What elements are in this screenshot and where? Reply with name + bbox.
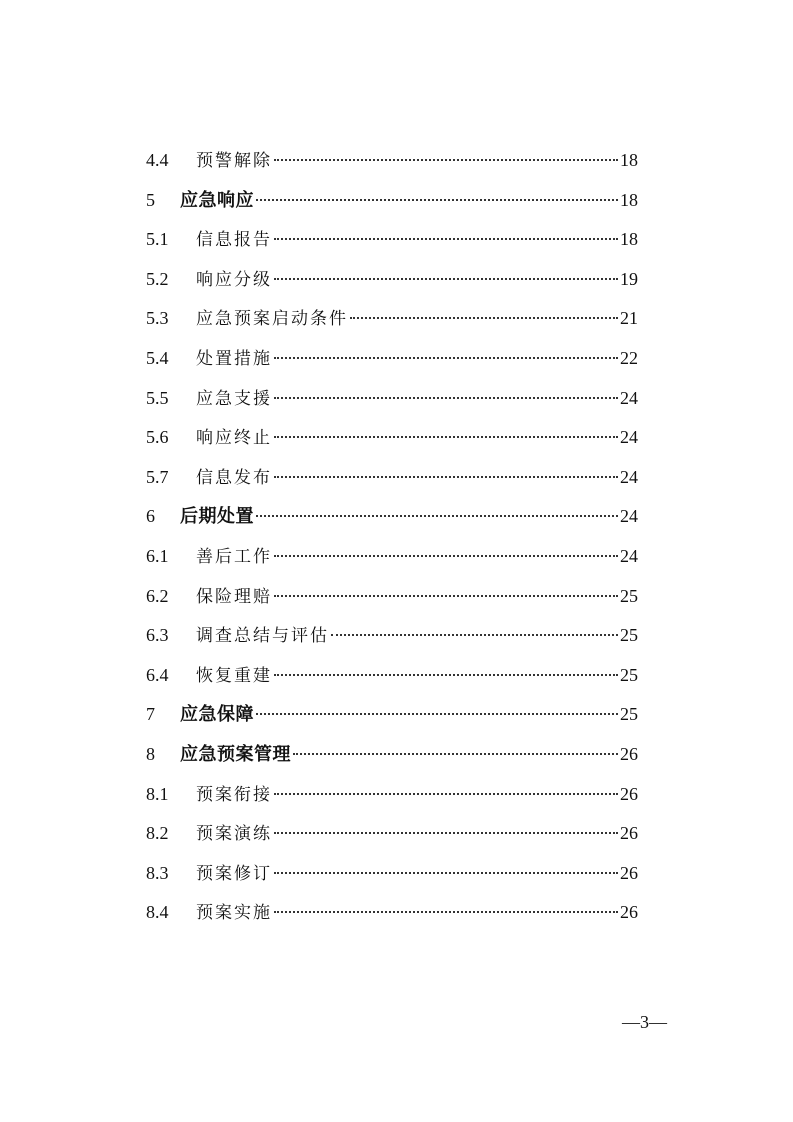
toc-entry-number: 5.6 (146, 427, 169, 448)
toc-entry[interactable] (146, 299, 638, 339)
toc-dot-leader (274, 674, 618, 676)
toc-dot-leader (274, 793, 618, 795)
toc-entry-title: 预案修订 (196, 863, 272, 884)
toc-entry-page: 18 (620, 189, 638, 210)
toc-entry-page: 22 (620, 347, 638, 368)
toc-dot-leader (274, 595, 618, 597)
toc-entry-number: 8.2 (146, 823, 169, 844)
toc-entry-title: 信息报告 (196, 230, 272, 251)
toc-entry-number: 6 (146, 506, 155, 527)
toc-dot-leader (274, 872, 618, 874)
toc-entry-number: 4.4 (146, 150, 169, 170)
toc-entry-page: 25 (620, 704, 638, 725)
toc-entry-title: 预案实施 (196, 903, 272, 924)
toc-entry-number: 6.4 (146, 664, 169, 685)
toc-entry[interactable] (146, 339, 638, 379)
toc-entry-number: 6.3 (146, 625, 169, 646)
toc-entry-title: 响应分级 (196, 269, 272, 290)
toc-entry-number: 5 (146, 189, 155, 210)
toc-entry[interactable] (146, 616, 638, 656)
toc-entry[interactable] (146, 893, 638, 933)
toc-entry-page: 25 (620, 664, 638, 685)
toc-entry-title: 调查总结与评估 (196, 626, 329, 647)
toc-entry-number: 8 (146, 743, 155, 764)
toc-entry[interactable] (146, 497, 638, 537)
toc-entry-page: 24 (620, 506, 638, 527)
toc-entry[interactable] (146, 577, 638, 617)
toc-entry-page: 26 (620, 743, 638, 764)
toc-dot-leader (274, 159, 618, 161)
toc-dot-leader (293, 753, 618, 755)
toc-dot-leader (350, 317, 618, 319)
toc-entry-title: 预案衔接 (196, 784, 272, 805)
toc-entry-page: 24 (620, 387, 638, 408)
toc-entry-page: 18 (620, 229, 638, 250)
toc-entry-page: 26 (620, 823, 638, 844)
toc-entry[interactable] (146, 735, 638, 775)
toc-entry-title: 预案演练 (196, 824, 272, 845)
table-of-contents (146, 141, 638, 933)
toc-dot-leader (274, 357, 618, 359)
toc-entry-title: 响应终止 (196, 428, 272, 449)
toc-entry-page: 21 (620, 308, 638, 329)
toc-entry[interactable] (146, 775, 638, 815)
toc-entry-title: 应急支援 (196, 388, 272, 409)
toc-dot-leader (256, 199, 618, 201)
toc-entry[interactable] (146, 695, 638, 735)
toc-entry-number: 8.4 (146, 902, 169, 923)
toc-dot-leader (274, 476, 618, 478)
toc-entry-page: 26 (620, 902, 638, 923)
toc-entry-page: 24 (620, 427, 638, 448)
toc-entry[interactable] (146, 418, 638, 458)
toc-entry[interactable] (146, 260, 638, 300)
toc-entry-number: 5.2 (146, 268, 169, 289)
toc-entry-page: 26 (620, 862, 638, 883)
toc-dot-leader (274, 832, 618, 834)
toc-entry[interactable] (146, 537, 638, 577)
toc-entry-title: 后期处置 (180, 506, 254, 528)
toc-entry-title: 信息发布 (196, 467, 272, 488)
toc-entry-number: 5.7 (146, 466, 169, 487)
toc-entry-number: 8.1 (146, 783, 169, 804)
toc-dot-leader (274, 911, 618, 913)
toc-entry[interactable] (146, 458, 638, 498)
toc-entry-number: 8.3 (146, 862, 169, 883)
toc-entry-page: 25 (620, 625, 638, 646)
toc-entry-title: 处置措施 (196, 348, 272, 369)
toc-entry-page: 19 (620, 268, 638, 289)
toc-entry-title: 应急预案管理 (180, 743, 291, 765)
toc-entry-number: 5.4 (146, 347, 169, 368)
toc-dot-leader (274, 555, 618, 557)
toc-entry-title: 应急响应 (180, 189, 254, 211)
toc-dot-leader (256, 515, 618, 517)
toc-dot-leader (256, 713, 618, 715)
toc-entry-title: 保险理赔 (196, 586, 272, 607)
toc-entry-title: 恢复重建 (196, 665, 272, 686)
toc-entry[interactable] (146, 814, 638, 854)
toc-entry-page: 24 (620, 545, 638, 566)
toc-entry[interactable] (146, 141, 638, 181)
page-number: —3— (622, 1012, 667, 1032)
toc-entry[interactable] (146, 656, 638, 696)
toc-entry[interactable] (146, 181, 638, 221)
toc-entry[interactable] (146, 854, 638, 894)
toc-entry-title: 应急预案启动条件 (196, 309, 348, 330)
toc-dot-leader (274, 436, 618, 438)
toc-dot-leader (274, 278, 618, 280)
toc-entry-title: 应急保障 (180, 704, 254, 726)
toc-entry-number: 5.1 (146, 229, 169, 250)
toc-entry-number: 5.3 (146, 308, 169, 329)
toc-entry-number: 6.2 (146, 585, 169, 606)
toc-dot-leader (274, 238, 618, 240)
toc-entry-page: 26 (620, 783, 638, 804)
toc-entry-number: 7 (146, 704, 155, 725)
toc-entry-title: 预警解除 (196, 151, 272, 171)
toc-dot-leader (274, 397, 618, 399)
toc-entry-number: 6.1 (146, 545, 169, 566)
toc-entry-number: 5.5 (146, 387, 169, 408)
toc-entry-page: 25 (620, 585, 638, 606)
toc-entry[interactable] (146, 379, 638, 419)
toc-entry-title: 善后工作 (196, 546, 272, 567)
toc-entry-page: 18 (620, 150, 638, 170)
toc-entry-page: 24 (620, 466, 638, 487)
toc-entry[interactable] (146, 220, 638, 260)
toc-dot-leader (331, 634, 618, 636)
